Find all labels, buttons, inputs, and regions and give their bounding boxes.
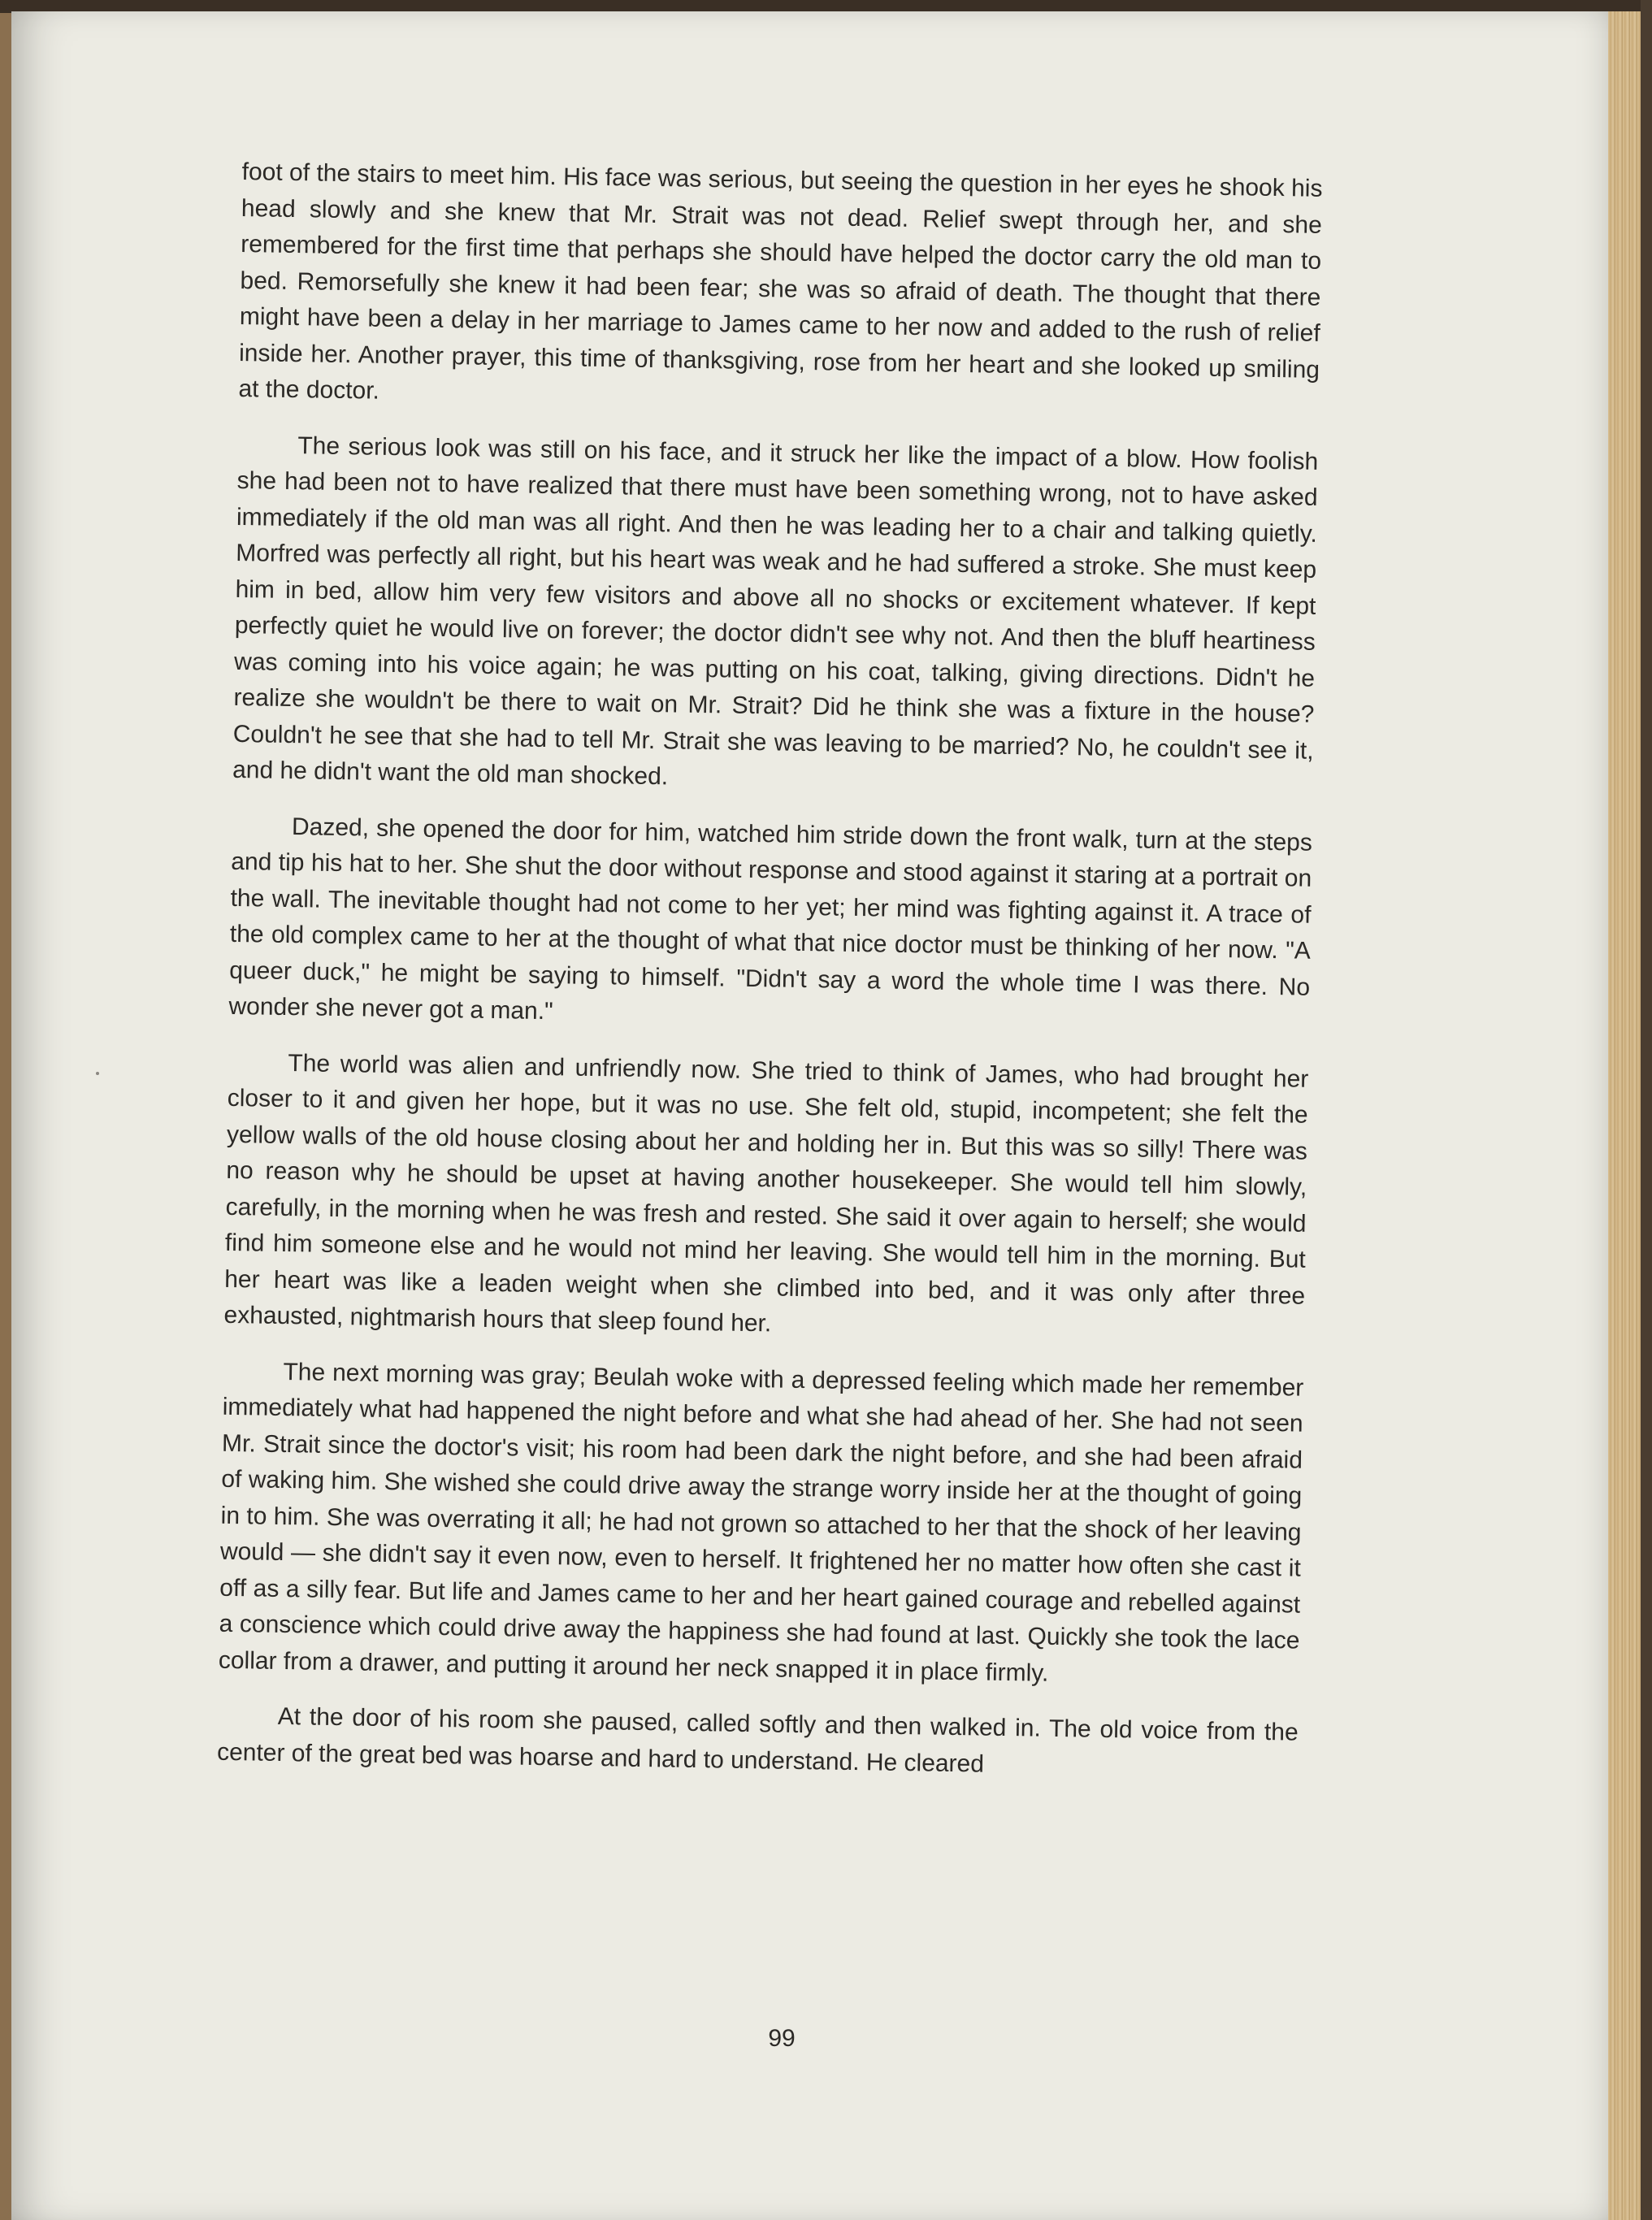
paragraph-1: foot of the stairs to meet him. His face was serious, but seeing the question in her eyes he shook his head slowly and she knew that Mr. Strait was not dead. Relief swept through her, and she remembered for the first time that perhaps she should have helped the doctor carry the old man to bed. Remorsefully she knew it had been fear; she was so afraid of death. The thought that there might have been a delay in her marriage to James came to her now and added to the rush of relief inside her. Another prayer, this time of thanksgiving, rose from her heart and she looked up smiling at the doctor.	[238, 158, 1323, 405]
book-cover-edge	[1641, 0, 1652, 2220]
paragraph-2: The serious look was still on his face, and it struck her like the impact of a blow. How foolish she had been not to have realized that there must have been something wrong, not to have asked immediately if the old man was all right. And then he was leading her to a chair and talking quietly. Morfred was perfectly all right, but his heart was weak and he had suffered a stroke. She must keep him in bed, allow him very few visitors and above all no shocks or excitement whatever. If kept perfectly quiet he would live on forever; the doctor didn't see why not. And then the bluff heartiness was coming into his voice again; he was putting on his coat, talking, giving directions. Didn't he realize she wouldn't be there to wait on Mr. Strait? Did he think she was a fixture in the house? Couldn't he see that she had to tell Mr. Strait she was leaving to be married? No, he couldn't see it, and he didn't want the old man shocked.	[232, 431, 1319, 791]
paragraph-5: The next morning was gray; Beulah woke with a depressed feeling which made her remember immediately what had happened the night before and what she had ahead of her. She had not seen Mr. Strait since the doctor's visit; his room had been dark the night before, and she had been afraid of waking him. She wished she could drive away the strange worry inside her at the thought of going in to him. She was overrating it all; he had not grown so attached to her that the shock of her leaving would — she didn't say it even now, even to herself. It frightened her no matter how often she cast it off as a silly fear. But life and James came to her and her heart gained courage and rebelled against a conscience which could drive away the happiness she had found at last. Quickly she took the lace collar from a drawer, and putting it around her neck snapped it in place firmly.	[218, 1358, 1304, 1687]
body-text	[216, 154, 1322, 1807]
book-page	[11, 11, 1608, 2220]
paragraph-3: Dazed, she opened the door for him, watched him stride down the front walk, turn at the steps and tip his hat to her. She shut the door without response and stood against it staring at a portrait on the wall. The inevitable thought had not come to her yet; her mind was fighting against it. A trace of the old complex came to her at the thought of what that nice doctor must be thinking of her now. "A queer duck," he might be saying to himself. "Didn't say a word the whole time I was there. No wonder she never got a man."	[228, 813, 1313, 1025]
page-stack-edges	[1608, 11, 1641, 2220]
paragraph-4: The world was alien and unfriendly now. She tried to think of James, who had brought her closer to it and given her hope, but it was no use. She felt old, stupid, incompetent; she felt the yellow walls of the old house closing about her and holding her in. But this was so silly! There was no reason why he should be upset at having another housekeeper. She would tell him slowly, carefully, in the morning when he was fresh and rested. She said it over again to herself; she would find him someone else and he would not mind her leaving. She would tell him in the morning. But her heart was like a leaden weight when she climbed into bed, and it was only after three exhausted, nightmarish hours that sleep found her.	[223, 1049, 1309, 1338]
page-number: 99	[768, 2025, 796, 2052]
paragraph-6: At the door of his room she paused, called softly and then walked in. The old voice from the center of the great bed was hoarse and hard to understand. He cleared	[216, 1702, 1299, 1778]
paper-fleck	[96, 1072, 99, 1075]
